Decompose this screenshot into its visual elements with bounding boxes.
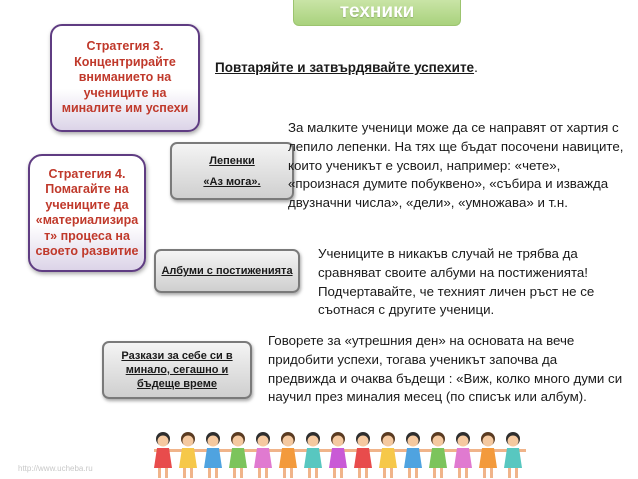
headline-period: . bbox=[474, 60, 478, 75]
self-stories-label: Разкази за себе си в минало, сегашно и бъдеще време bbox=[121, 350, 233, 390]
paper-person bbox=[279, 432, 297, 478]
i-can-label: «Аз мога». bbox=[203, 175, 261, 188]
stickers-pill bbox=[170, 142, 294, 200]
future-paragraph: Говорете за «утрешния ден» на основата на вече придобити успехи, тогава ученикът започва да предвижда и очаква бъдещи : «Виж, колко много думи си научил през миналия месец (по списък или албум). bbox=[268, 333, 623, 405]
paper-person bbox=[354, 432, 372, 478]
paper-person bbox=[179, 432, 197, 478]
paper-person bbox=[229, 432, 247, 478]
paper-people-decoration bbox=[150, 432, 530, 479]
paper-person bbox=[454, 432, 472, 478]
strategy-3-text: Стратегия 3. Концентрирайте вниманието на учениците на миналите им успехи bbox=[61, 39, 189, 116]
achievements-albums-pill bbox=[154, 249, 300, 293]
stickers-label: Лепенки bbox=[209, 154, 255, 167]
strategy-4-box bbox=[28, 154, 146, 272]
headline-text: Повтаряйте и затвърдявайте успехите bbox=[215, 60, 475, 75]
paper-person bbox=[154, 432, 172, 478]
paper-person bbox=[254, 432, 272, 478]
paper-person bbox=[479, 432, 497, 478]
stickers-paragraph: За малките ученици може да се направят от хартия с лепило лепенки. На тях ще бъдат посочени навиците, които ученикът е усвоил, например: «чете», «произнася думите побуквено», «събира и изважда двузначни числа», «дели», «умножава» и т.н. bbox=[288, 120, 624, 211]
paper-person bbox=[379, 432, 397, 478]
watermark: http://www.ucheba.ru bbox=[18, 464, 93, 473]
paper-person bbox=[204, 432, 222, 478]
headline bbox=[215, 59, 478, 78]
slide-title-tab: техники bbox=[293, 0, 461, 26]
self-stories-pill bbox=[102, 341, 252, 399]
strategy-4-text: Стратегия 4. Помагайте на учениците да «материализира т» процеса на своето развитие bbox=[35, 166, 139, 258]
achievements-albums-label: Албуми с постиженията bbox=[161, 265, 293, 277]
paper-person bbox=[304, 432, 322, 478]
paper-person bbox=[404, 432, 422, 478]
albums-paragraph: Учениците в никакъв случай не трябва да сравняват своите албуми на постиженията! Подчертавайте, че техният личен ръст не се съотнася с другите ученици. bbox=[318, 246, 595, 318]
paper-person bbox=[329, 432, 347, 478]
paper-person bbox=[429, 432, 447, 478]
strategy-3-box bbox=[50, 24, 200, 132]
paper-person bbox=[504, 432, 522, 478]
